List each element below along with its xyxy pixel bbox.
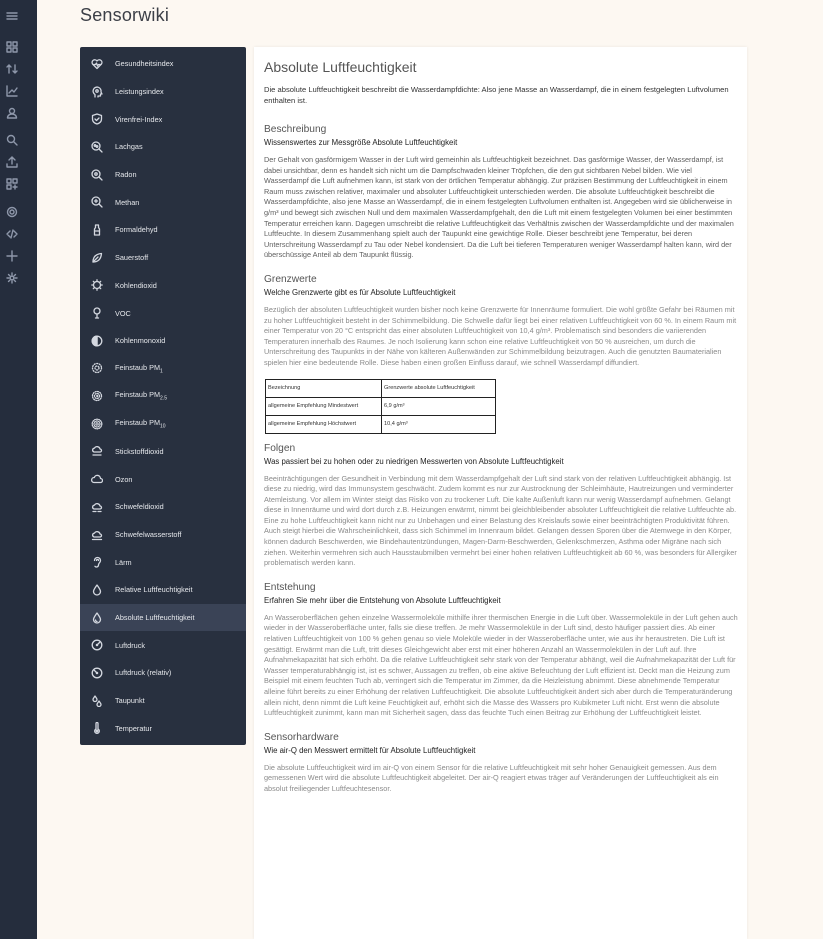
upload-icon[interactable] (6, 156, 18, 168)
apps-icon[interactable] (6, 178, 18, 190)
gauge-icon (90, 666, 104, 680)
sort-arrows-icon[interactable] (6, 63, 18, 75)
section-subheading: Welche Grenzwerte gibt es für Absolute Luftfeuchtigkeit (264, 287, 456, 297)
half-circle-icon (90, 334, 104, 348)
gear-icon[interactable] (6, 206, 18, 218)
sidebar-item-label: Taupunkt (115, 696, 145, 706)
sidebar-item-stickstoffdioxid[interactable] (80, 438, 246, 466)
cloud-icon (90, 472, 104, 486)
table-cell: 6,9 g/m³ (382, 397, 496, 415)
section-heading: Folgen (264, 442, 296, 454)
section-text: Die absolute Luftfeuchtigkeit wird im air-Q von einem Sensor für die relative Luftfeuchtigkeit mit sehr hoher Genauigkeit gemessen. Aus dem gemessenen Wert wird die absolute Luftfeuchtigkeit abgeleitet. Der air-Q reagiert etwas träger auf Veränderungen der Luftfeuchtigkeit als ein absolut freiliegender Luftfeuchtesensor. (264, 762, 719, 793)
table-header-row (266, 379, 496, 397)
table-header-cell: Grenzwerte absolute Luftfeuchtigkeit (382, 379, 496, 397)
sidebar-item-label: Absolute Luftfeuchtigkeit (115, 613, 195, 623)
radon-search-icon (90, 168, 104, 182)
sidebar-item-label: Methan (115, 197, 140, 207)
droplet-icon (90, 583, 104, 597)
leaf-icon (90, 251, 104, 265)
sidebar-item-label: Feinstaub $PM_1$ (115, 362, 163, 375)
sidebar-item-formaldehyd[interactable] (80, 216, 246, 244)
sidebar-item-label: Formaldehyd (115, 225, 158, 235)
smog-icon (90, 528, 104, 542)
site-title[interactable]: Sensorwiki (80, 5, 170, 25)
sidebar-item-kohlendioxid[interactable] (80, 272, 246, 300)
sidebar-item-feinstaub-pm10[interactable] (80, 410, 246, 438)
ear-icon (90, 555, 104, 569)
heart-pulse-icon (90, 57, 104, 71)
sidebar-item-methan[interactable] (80, 188, 246, 216)
section-subheading: Wissenswertes zur Messgröße Absolute Luftfeuchtigkeit (264, 138, 458, 147)
sidebar-item-ozon[interactable] (80, 465, 246, 493)
sidebar-item-label: Relative Luftfeuchtigkeit (115, 585, 193, 595)
limits-table (265, 379, 496, 434)
sidebar-item-label: Feinstaub $PM_{10}$ (115, 418, 166, 430)
sidebar-item-label: VOC (115, 308, 131, 318)
page-title: Absolute Luftfeuchtigkeit (264, 59, 417, 75)
section-heading: Sensorhardware (264, 731, 339, 743)
dust-dots-icon (90, 417, 104, 431)
section-text: Bezüglich der absoluten Luftfeuchtigkeit wurden bisher noch keine Grenzwerte für Innenräume formuliert. Die wohl größte Gefahr bei Räumen mit zu hoher Luftfeuchtigkeit besteht in der Schimmelbildung. Die Schwelle dafür liegt bei einer relativen Luftfeuchtigkeit von 60 %. In einem Raum mit einer Temperatur von 20 °C entspricht das einer absoluten Luftfeuchtigkeit von 10,4 g/m³. Problematisch sind besonders die variierenden Temperaturen innerhalb des Raumes. Je noch Isolierung kann schon eine relative Luftfeuchtigkeit von 50 % ausreichen, um durch die Unterschreitung des Taupunkts in der Nähe von kälteren Außenwänden zur Schimmelbildung beizutragen. Auch die genutzten Baumaterialien spielen hier eine bedeutende Rolle. Diese haben einen großen Einfluss darauf, wie schnell Wasserdampf diffundiert. (264, 304, 737, 367)
search-icon[interactable] (6, 134, 18, 146)
thermometer-icon (90, 721, 104, 735)
sidebar-item-luftdruck[interactable] (80, 631, 246, 659)
section-sensorhardware (264, 732, 738, 795)
intro-text: Die absolute Luftfeuchtigkeit beschreibt die Wasserdampfdichte: Also jene Masse an Wasserdampf, die in einem festgelegten Luftvolumen enthalten ist. (264, 85, 729, 105)
section-text: Der Gehalt von gasförmigem Wasser in der Luft wird gemeinhin als Luftfeuchtigkeit bezeichnet. Das gasförmige Wasser, der Wasserdampf, ist dabei unsichtbar, denn es handelt sich nicht um die Dampfschwaden kleiner Tröpfchen, die den gut sichtbaren Nebel bilden. Wie viel Wasserdampf die Luft aufnehmen kann, ist stark von der örtlichen Temperatur abhängig. Zur präzisen Bestimmung der Luftfeuchtigkeit in einem Raum muss zwischen relativer, maximaler und absoluter Luftfeuchtigkeit unterschieden werden. Die absolute Luftfeuchtigkeit beschreibt die Wasserdampfdichte, also jene Masse an Wasserdampf, die in einem festgelegten Luftvolumen enthalten ist. Angegeben wird sie üblicherweise in g/m³ und bewegt sich zwischen Null und dem maximalen Wasserdampfgehalt, den die Luft mit einem festgelegten Volumen bei einer bestimmten Temperatur erreichen kann. Dagegen umschreibt die relative Luftfeuchtigkeit das Verhältnis zwischen der Wasserdampfdichte und der maximalen Luftfeuchte. In diesem Zusammenhang spielt auch der Taupunkt eine gewichtige Rolle. Dieser beschreibt jene Temperatur, bei deren Unterschreitung Wasserdampf zu Tau oder Nebel kondensiert. Da die Luft bei tieferen Temperaturen weniger Wasserdampf halten kann, wird der überschüssige Anteil ab dem Taupunkt flüssig. (264, 155, 734, 260)
section-subheading: Was passiert bei zu hohen oder zu niedrigen Messwerten von Absolute Luftfeuchtigkeit (264, 456, 564, 466)
sidebar-item-feinstaub-pm1[interactable] (80, 355, 246, 383)
section-beschreibung (264, 124, 738, 261)
droplet-icon (90, 611, 104, 625)
sidebar-item-schwefeldioxid[interactable] (80, 493, 246, 521)
sidebar-item-label: Lärm (115, 557, 132, 567)
molecule-search-icon (90, 140, 104, 154)
sidebar-item-radon[interactable] (80, 161, 246, 189)
table-row (266, 415, 496, 433)
sidebar-item-leistungsindex[interactable] (80, 78, 246, 106)
code-icon[interactable] (6, 228, 18, 240)
bottle-icon (90, 223, 104, 237)
sidebar-item-label: Stickstoffdioxid (115, 446, 164, 456)
menu-icon[interactable] (6, 10, 18, 22)
section-grenzwerte (264, 274, 738, 434)
cloud-car-icon (90, 444, 104, 458)
sidebar-item-label: Ozon (115, 474, 133, 484)
section-heading: Grenzwerte (264, 273, 317, 285)
chart-icon[interactable] (6, 85, 18, 97)
sidebar-item-label: Feinstaub $PM_{2.5}$ (115, 390, 167, 402)
sidebar-item-schwefelwasserstoff[interactable] (80, 521, 246, 549)
sidebar-item-label: Schwefeldioxid (115, 502, 164, 512)
sidebar-item-label: Kohlenmonoxid (115, 336, 166, 346)
table-cell: allgemeine Empfehlung Mindestwert (266, 397, 382, 415)
table-header-cell: Bezeichnung (266, 379, 382, 397)
sidebar-item-label: Luftdruck (115, 640, 146, 650)
sidebar-item-label: Virenfrei-Index (115, 114, 163, 124)
sidebar-item-luftdruck-relativ[interactable] (80, 659, 246, 687)
sidebar-item-feinstaub-pm25[interactable] (80, 382, 246, 410)
sidebar-item-label: Schwefelwasserstoff (115, 530, 182, 540)
shield-check-icon (90, 112, 104, 126)
article-card (254, 47, 747, 939)
methane-search-icon (90, 195, 104, 209)
sidebar-item-label: Temperatur (115, 723, 152, 733)
sidebar-item-virenfrei-index[interactable] (80, 105, 246, 133)
sidebar-item-voc[interactable] (80, 299, 246, 327)
section-heading: Beschreibung (264, 124, 327, 135)
grid-icon[interactable] (6, 41, 18, 53)
settings-icon[interactable] (6, 272, 18, 284)
dust-dots-icon (90, 361, 104, 375)
dust-dots-icon (90, 389, 104, 403)
sidebar-item-temperatur[interactable] (80, 715, 246, 743)
section-subheading: Wie air-Q den Messwert ermittelt für Absolute Luftfeuchtigkeit (264, 745, 476, 755)
section-text: An Wasseroberflächen gehen einzelne Wassermoleküle mithilfe ihrer thermischen Energie in die Luft über. Wassermoleküle in der Luft gehen auch wieder in der Wasseroberfläche unter, falls sie diese treffen. Je mehr Wassermoleküle in der Luft sind, desto häufiger passiert dies. Ab einer relativen Luftfeuchtigkeit von 100 % gehen genau so viele Moleküle wieder in der Wasseroberfläche unter, wie aus ihr heraustreten. Die Luft ist gesättigt. Erwärmt man die Luft, tritt dieses Gleichgewicht aber erst mit einer höheren Anzahl an Wassermolekülen in der Luft auf. Ihre Aufnahmekapazität hat sich erhöht. Da die relative Luftfeuchtigkeit sehr stark von der Temperatur abhängt, weil die Aufnahmekapazität der Luft für Wasser temperaturabhängig ist, ist es schwer, Aussagen zu treffen, ob eine aktive Befeuchtung der Luft effizient ist. Deckt man die Heizung zum Beispiel mit einem feuchten Tuch ab, verringert sich die Temperatur im Zimmer, da die Heizleistung abnimmt. Diese abnehmende Temperatur alleine führt bereits zu einer Erhöhung der relativen Luftfeuchtigkeit. Die absolute Luftfeuchtigkeit ändert sich aber durch die Temperaturänderung allein nicht, denn nimmt die Luft keine Feuchtigkeit auf, erhöht sich die Masse des Wassers pro Kubikmeter Luft nicht. Erst wenn die absolute Luftfeuchtigkeit zunimmt, kann man mit Sicherheit sagen, dass das feuchte Tuch einen Beitrag zur Erhöhung der Luftfeuchtigkeit leistet. (264, 612, 738, 718)
sidebar-item-relative-luftfeuchtigkeit[interactable] (80, 576, 246, 604)
gauge-icon (90, 638, 104, 652)
table-cell: allgemeine Empfehlung Höchstwert (266, 415, 382, 433)
sidebar-item-label: Leistungsindex (115, 87, 164, 97)
user-icon[interactable] (6, 107, 18, 119)
app-rail (0, 0, 37, 939)
sidebar-item-laerm[interactable] (80, 548, 246, 576)
sidebar-item-label: Radon (115, 170, 137, 180)
sidebar-item-label: Sauerstoff (115, 253, 149, 263)
sidebar-item-label: Gesundheitsindex (115, 59, 174, 69)
sensor-sidebar (80, 47, 246, 745)
smog-icon (90, 500, 104, 514)
section-text: Beeinträchtigungen der Gesundheit in Verbindung mit dem Wasserdampfgehalt der Luft sind stark von der relativen Luftfeuchtigkeit abhängig. Ist diese zu niedrig, wird das Immunsystem geschwächt. Zudem kommt es nur zur Austrocknung der Schleimhäute, Hautreizungen und verminderter Atemleistung. Vor allem im Winter steigt das Risiko von zu trockener Luft. Die kalte Außenluft kann nur wenig Wasserdampf aufnehmen. Gelangt diese in Innenräume und wird dort durch z.B. Heizungen erwärmt, nimmt bei gleichbleibender absoluter Luftfeuchtigkeit die relative Luftfeuchte ab. Eine zu hohe Luftfeuchtigkeit kann nicht nur zu Unbehagen und einer Belastung des Kreislaufs sowie einer beeinträchtigten Produktivität führen. Auch steigt hierbei die Wahrscheinlichkeit, dass sich Schimmel im Innenraum bildet. Gelangen dessen Sporen über die Atemwege in den Körper, können dadurch Beschwerden, wie Bindehautentzündungen, Magen-Darm-Beschwerden, Gelenkschmerzen, Asthma oder Migräne nach sich ziehen. Weiterhin vermehren sich auch Hausstaubmilben vermehrt bei einer hohen relativen Luftfeuchtigkeit ab 60 %, was besonders für Allergiker problematisch werden kann. (264, 473, 737, 568)
sidebar-item-gesundheitsindex[interactable] (80, 50, 246, 78)
table-row (266, 397, 496, 415)
sidebar-item-sauerstoff[interactable] (80, 244, 246, 272)
sidebar-item-label: Lachgas (115, 142, 143, 152)
section-subheading: Erfahren Sie mehr über die Entstehung von Absolute Luftfeuchtigkeit (264, 595, 501, 605)
section-entstehung (264, 582, 738, 719)
flask-icon (90, 306, 104, 320)
sidebar-item-kohlenmonoxid[interactable] (80, 327, 246, 355)
sidebar-item-lachgas[interactable] (80, 133, 246, 161)
sidebar-item-taupunkt[interactable] (80, 687, 246, 715)
dew-drops-icon (90, 694, 104, 708)
sidebar-item-label: Kohlendioxid (115, 280, 157, 290)
co2-gear-icon (90, 278, 104, 292)
plus-icon[interactable] (6, 250, 18, 262)
section-heading: Entstehung (264, 581, 316, 593)
table-cell: 10,4 g/m³ (382, 415, 496, 433)
section-folgen (264, 443, 738, 569)
sidebar-item-label: Luftdruck (relativ) (115, 668, 172, 678)
sidebar-item-absolute-luftfeuchtigkeit[interactable] (80, 604, 246, 632)
brain-icon (90, 85, 104, 99)
